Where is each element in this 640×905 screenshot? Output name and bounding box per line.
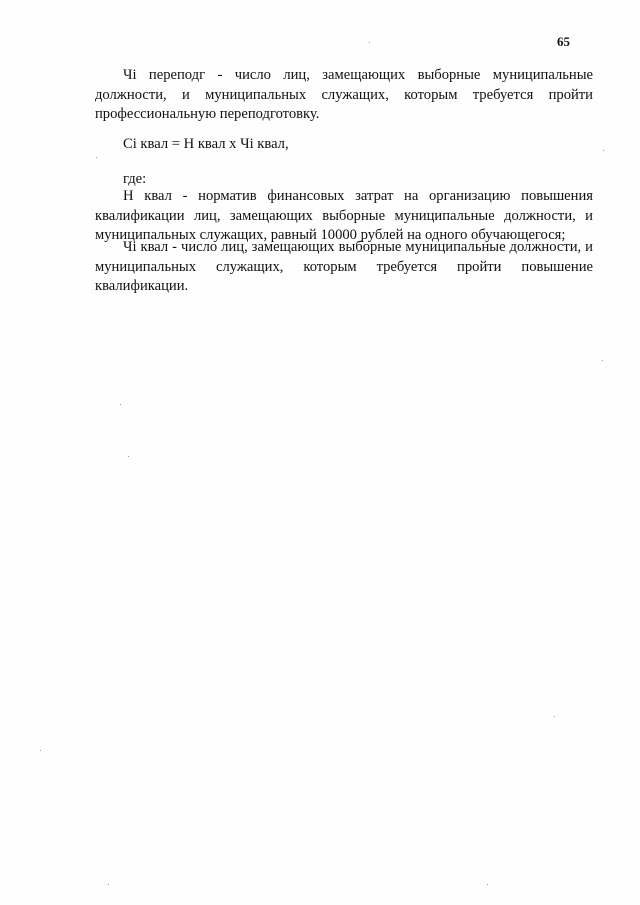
scan-speck: [603, 150, 604, 151]
paragraph-cost-norm: Н квал - норматив финансовых затрат на организацию повышения квалификации лиц, замещающих выборные муниципальные должности, и муниципальных служащих, равный 10000 рублей на одного обучающегося;: [95, 188, 593, 243]
paragraph-retraining-count: Чi переподг - число лиц, замещающих выборные муниципальные должности, и муниципальных служащих, которым требуется пройти профессиональную переподготовку.: [95, 67, 593, 122]
scan-speck: [40, 750, 41, 751]
scan-speck: [128, 456, 129, 457]
scan-speck: [120, 404, 121, 405]
scan-speck: [554, 716, 555, 717]
page-number: 65: [557, 34, 570, 49]
paragraph-qualification-count: Чi квал - число лиц, замещающих выборные муниципальные должности, и муниципальных служащих, которым требуется пройти повышение квалификации.: [95, 239, 593, 294]
formula-qualification-cost: Сi квал = Н квал х Чi квал,: [123, 136, 289, 152]
scan-speck: [602, 360, 603, 361]
scan-speck: [108, 884, 109, 885]
scan-speck: [487, 884, 488, 885]
scan-speck: [96, 157, 97, 158]
where-label: где:: [123, 171, 147, 187]
scan-speck: [369, 42, 370, 43]
